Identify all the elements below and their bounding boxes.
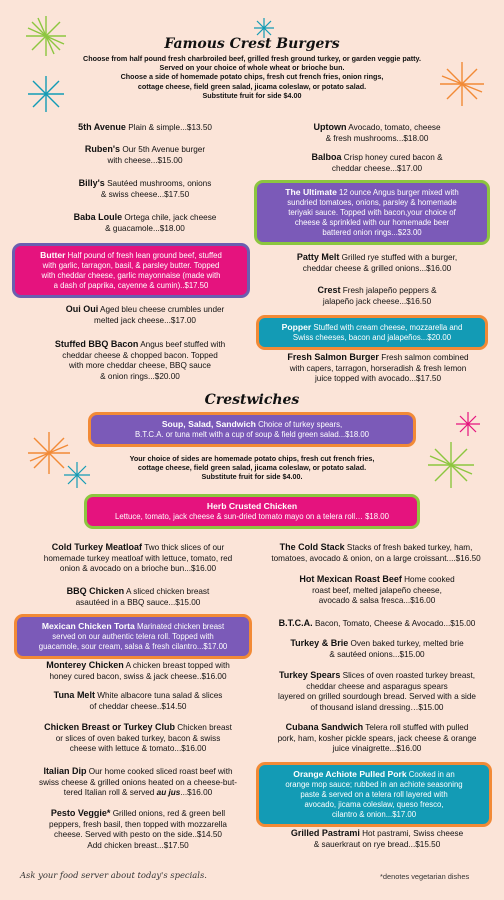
starburst-orange-icon: [438, 60, 486, 108]
item-bbq-chicken: BBQ Chicken A sliced chicken breast asautéed in a BBQ sauce...$15.00: [66, 586, 210, 607]
item-billys: Billy's Sautéed mushrooms, onions & swiss cheese...$17.50: [78, 178, 212, 199]
item-crest: Crest Fresh jalapeño peppers & jalapeño jack cheese...$16.50: [317, 285, 437, 306]
item-italian-dip: Italian Dip Our home cooked sliced roast beef with swiss cheese & grilled onions heated on a cheese-but- tered Italian roll & served au jus...$16.00: [39, 766, 237, 798]
item-baba-loule: Baba Loule Ortega chile, jack cheese & guacamole...$18.00: [73, 212, 217, 233]
crestwiches-title: Crestwiches: [204, 392, 300, 408]
burgers-title: Famous Crest Burgers: [164, 36, 340, 52]
item-popper: Popper Stuffed with cream cheese, mozzarella and Swiss cheeses, bacon and jalapeños...$20.00: [256, 315, 488, 350]
item-tuna-melt: Tuna Melt White albacore tuna salad & slices of cheddar cheese..$14.50: [53, 690, 223, 711]
item-btca: B.T.C.A. Bacon, Tomato, Cheese & Avocado...$15.00: [278, 618, 476, 628]
item-turkey-spears: Turkey Spears Slices of oven roasted turkey breast, cheddar cheese and asparagus spears layered on grilled sourdough bread. Served with a side of thousand island dressing…$15.00: [278, 670, 476, 712]
starburst-pink-right-icon: [454, 410, 482, 438]
item-cubana-sandwich: Cubana Sandwich Telera roll stuffed with pulled pork, ham, kosher pickle spears, jack cheese & orange juice vinaigrette...$16.00: [277, 722, 477, 754]
item-herb-crusted-chicken: Herb Crusted Chicken Lettuce, tomato, jack cheese & sun-dried tomato mayo on a telera roll… $18.00: [84, 494, 420, 529]
item-the-cold-stack: The Cold Stack Stacks of fresh baked turkey, ham, tomatoes, avocado & onion, on a large croissant....$16.50: [271, 542, 481, 563]
vegetarian-note: *denotes vegetarian dishes: [380, 872, 470, 881]
item-butter: Butter Half pound of fresh lean ground beef, stuffed with garlic, tarragon, basil, & parsley butter. Topped with cheddar cheese, garlic mayonnaise (made with a dash of paprika, cayenne & cumin)..$17.50: [12, 243, 250, 298]
item-balboa: Balboa Crisp honey cured bacon & cheddar cheese...$17.00: [311, 152, 443, 173]
item-oui-oui: Oui Oui Aged bleu cheese crumbles under melted jack cheese...$17.00: [65, 304, 225, 325]
crestwiches-intro: Your choice of sides are homemade potato chips, fresh cut french fries, cottage cheese, field green salad, jicama coleslaw, or potato salad. Substitute fruit for side $4.00.: [129, 454, 375, 482]
item-patty-melt: Patty Melt Grilled rye stuffed with a burger, cheddar cheese & grilled onions...$16.00: [296, 252, 458, 273]
item-the-ultimate: The Ultimate 12 ounce Angus burger mixed with sundried tomatoes, onions, parsley & homemade teriyaki sauce. Topped with bacon,your choice of cheese & sprinkled with our homemade beer battered onion rings...$23.00: [254, 180, 490, 245]
item-fresh-salmon-burger: Fresh Salmon Burger Fresh salmon combined with capers, tarragon, horseradish & fresh lemon juice topped with avocado...$17.50: [287, 352, 469, 384]
item-stuffed-bbq-bacon: Stuffed BBQ Bacon Angus beef stuffed with cheddar cheese & chopped bacon. Topped with more cheddar cheese, BBQ sauce & onion rings...$20.00: [54, 339, 226, 381]
item-grilled-pastrami: Grilled Pastrami Hot pastrami, Swiss cheese & sauerkraut on rye bread...$15.50: [290, 828, 464, 849]
item-pesto-veggie: Pesto Veggie* Grilled onions, red & green bell peppers, fresh basil, then topped with mozzarella cheese. Served with pesto on the side..$14.50 Add chicken breast...$17.50: [49, 808, 227, 850]
item-rubens: Ruben's Our 5th Avenue burger with cheese...$15.00: [84, 144, 206, 165]
item-5th-avenue: 5th Avenue Plain & simple...$13.50: [78, 122, 212, 132]
item-hot-mexican-roast-beef: Hot Mexican Roast Beef Home cooked roast beef, melted jalapeño cheese, avocado & salsa fresca...$16.00: [299, 574, 455, 606]
item-chicken-turkey-club: Chicken Breast or Turkey Club Chicken breast or slices of oven baked turkey, bacon & swiss cheese with lettuce & tomato...$16.00: [44, 722, 232, 754]
item-mexican-chicken-torta: Mexican Chicken Torta Marinated chicken breast served on our authentic telera roll. Topped with guacamole, sour cream, salsa & fresh cilantro...$17.00: [14, 614, 252, 659]
burgers-intro: Choose from half pound fresh charbroiled beef, grilled fresh ground turkey, or garden veggie patty. Served on your choice of whole wheat or brioche bun. Choose a side of homemade potato chips, fresh cut french fries, onion rings, cottage cheese, field green salad, jicama coleslaw, or potato salad. Substitute fruit for side $4.00: [83, 54, 421, 100]
item-cold-turkey-meatloaf: Cold Turkey Meatloaf Two thick slices of our homemade turkey meatloaf with lettuce, tomato, red onion & avocado on a brioche bun...$16.00: [43, 542, 233, 574]
item-turkey-brie: Turkey & Brie Oven baked turkey, melted brie & sautéed onions...$15.00: [290, 638, 464, 659]
item-monterey-chicken: Monterey Chicken A chicken breast topped with honey cured bacon, swiss & jack cheese..$16.00: [46, 660, 230, 681]
item-uptown: Uptown Avocado, tomato, cheese & fresh mushrooms...$18.00: [313, 122, 441, 143]
specials-note: Ask your food server about today's specials.: [20, 870, 207, 880]
item-soup-salad-sandwich: Soup, Salad, Sandwich Choice of turkey spears, B.T.C.A. or tuna melt with a cup of soup & field green salad...$18.00: [88, 412, 416, 447]
item-orange-achiote-pulled-pork: Orange Achiote Pulled Pork Cooked in an orange mop sauce; rubbed in an achiote seasoning paste & served on a telera roll layered with avocado, jicama coleslaw, queso fresco, cilantro & onion...$17.00: [256, 762, 492, 827]
